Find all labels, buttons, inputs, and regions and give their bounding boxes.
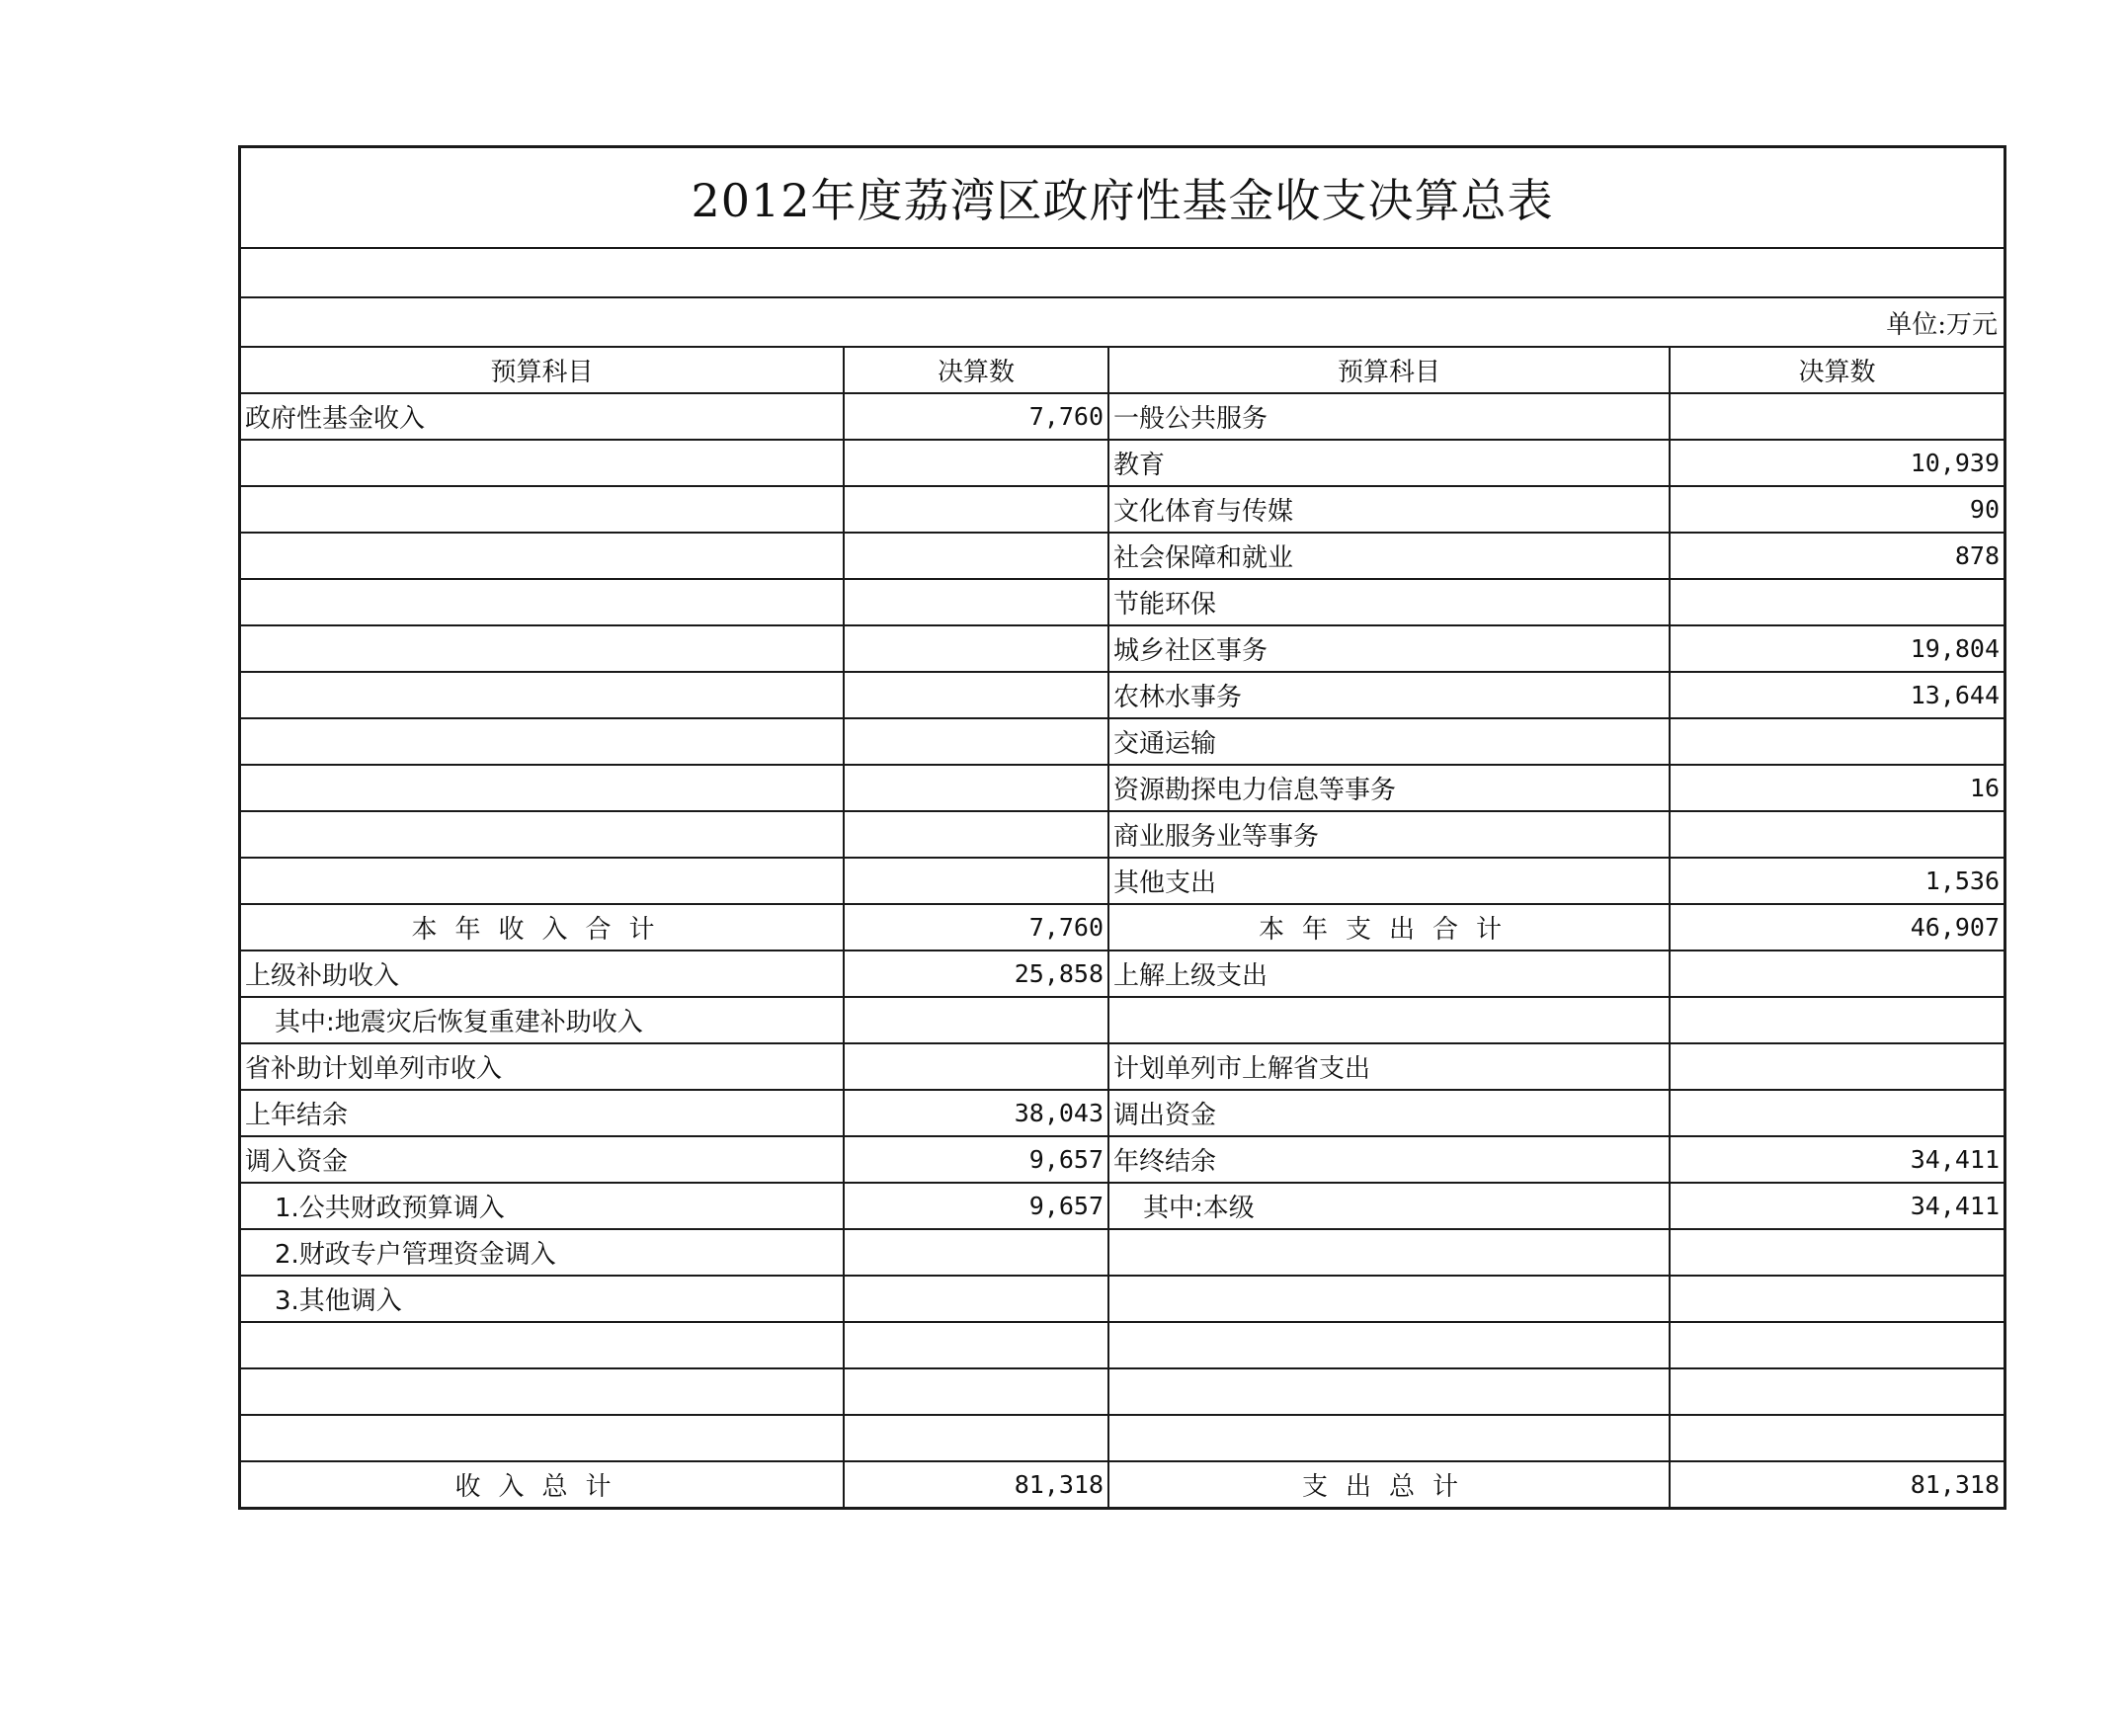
expense-grand-total-label: 支出总计	[1108, 1461, 1670, 1507]
right-value: 34,411	[1670, 1183, 2004, 1229]
left-item: 其中:地震灾后恢复重建补助收入	[241, 997, 844, 1043]
right-value: 19,804	[1670, 625, 2004, 672]
left-item: 1.公共财政预算调入	[241, 1183, 844, 1229]
right-item: 其中:本级	[1108, 1183, 1670, 1229]
right-value	[1670, 1415, 2004, 1461]
left-item	[241, 811, 844, 858]
left-value	[844, 858, 1108, 904]
right-value: 13,644	[1670, 672, 2004, 718]
table-row	[241, 1229, 2004, 1276]
table-row	[241, 486, 2004, 533]
header-row	[241, 348, 2004, 393]
table-row	[241, 1183, 2004, 1229]
right-item: 城乡社区事务	[1108, 625, 1670, 672]
left-value: 38,043	[844, 1090, 1108, 1136]
right-item: 一般公共服务	[1108, 393, 1670, 440]
table-row	[241, 951, 2004, 997]
right-value	[1670, 1090, 2004, 1136]
blank-row	[241, 249, 2004, 298]
left-value	[844, 625, 1108, 672]
right-value	[1670, 1322, 2004, 1368]
left-value	[844, 1229, 1108, 1276]
right-value	[1670, 1229, 2004, 1276]
left-item: 省补助计划单列市收入	[241, 1043, 844, 1090]
right-value: 878	[1670, 533, 2004, 579]
table-row	[241, 765, 2004, 811]
table-row	[241, 672, 2004, 718]
header-left-value: 决算数	[844, 348, 1108, 393]
table-row	[241, 1276, 2004, 1322]
table-row	[241, 533, 2004, 579]
page-title: 2012年度荔湾区政府性基金收支决算总表	[691, 174, 1554, 227]
table-row	[241, 718, 2004, 765]
left-value	[844, 579, 1108, 625]
left-value: 9,657	[844, 1136, 1108, 1183]
right-value	[1670, 579, 2004, 625]
header-right-value: 决算数	[1670, 348, 2004, 393]
right-value	[1670, 997, 2004, 1043]
table-row	[241, 1136, 2004, 1183]
annual-total-row	[241, 904, 2004, 951]
right-item: 农林水事务	[1108, 672, 1670, 718]
left-value: 25,858	[844, 951, 1108, 997]
annual-expense-total-value: 46,907	[1670, 904, 2004, 951]
right-item: 资源勘探电力信息等事务	[1108, 765, 1670, 811]
right-item: 上解上级支出	[1108, 951, 1670, 997]
annual-expense-total-label: 本年支出合计	[1108, 904, 1670, 951]
right-value	[1670, 1043, 2004, 1090]
right-value	[1670, 718, 2004, 765]
right-item: 交通运输	[1108, 718, 1670, 765]
left-value: 9,657	[844, 1183, 1108, 1229]
left-item: 3.其他调入	[241, 1276, 844, 1322]
table-row	[241, 811, 2004, 858]
right-value	[1670, 1276, 2004, 1322]
header-left-item: 预算科目	[241, 348, 844, 393]
right-item: 文化体育与传媒	[1108, 486, 1670, 533]
left-item	[241, 440, 844, 486]
right-item	[1108, 1368, 1670, 1415]
left-item: 上级补助收入	[241, 951, 844, 997]
left-item	[241, 672, 844, 718]
left-item: 政府性基金收入	[241, 393, 844, 440]
right-item	[1108, 997, 1670, 1043]
right-item: 其他支出	[1108, 858, 1670, 904]
right-value: 1,536	[1670, 858, 2004, 904]
left-value	[844, 1322, 1108, 1368]
left-value	[844, 765, 1108, 811]
income-grand-total-label: 收入总计	[241, 1461, 844, 1507]
table-row	[241, 1043, 2004, 1090]
right-item	[1108, 1276, 1670, 1322]
right-item: 计划单列市上解省支出	[1108, 1043, 1670, 1090]
right-item: 调出资金	[1108, 1090, 1670, 1136]
table-row	[241, 1090, 2004, 1136]
left-item	[241, 625, 844, 672]
left-value	[844, 811, 1108, 858]
left-value	[844, 997, 1108, 1043]
left-value	[844, 672, 1108, 718]
right-value: 16	[1670, 765, 2004, 811]
right-item: 年终结余	[1108, 1136, 1670, 1183]
grand-total-row	[241, 1461, 2004, 1507]
left-item	[241, 765, 844, 811]
right-value: 90	[1670, 486, 2004, 533]
title-row	[241, 148, 2004, 249]
table-row	[241, 579, 2004, 625]
left-item: 上年结余	[241, 1090, 844, 1136]
left-item: 2.财政专户管理资金调入	[241, 1229, 844, 1276]
left-item	[241, 533, 844, 579]
left-value	[844, 1368, 1108, 1415]
left-item	[241, 1415, 844, 1461]
left-value: 7,760	[844, 393, 1108, 440]
left-item	[241, 579, 844, 625]
left-value	[844, 486, 1108, 533]
table-row	[241, 393, 2004, 440]
right-value	[1670, 811, 2004, 858]
right-value	[1670, 951, 2004, 997]
table-row	[241, 858, 2004, 904]
right-item: 节能环保	[1108, 579, 1670, 625]
budget-table	[241, 348, 2004, 1507]
left-value	[844, 1415, 1108, 1461]
left-value	[844, 1043, 1108, 1090]
right-item: 教育	[1108, 440, 1670, 486]
right-item	[1108, 1322, 1670, 1368]
right-value: 34,411	[1670, 1136, 2004, 1183]
annual-income-total-value: 7,760	[844, 904, 1108, 951]
unit-label: 单位:万元	[1886, 309, 1998, 340]
left-item	[241, 1368, 844, 1415]
income-grand-total-value: 81,318	[844, 1461, 1108, 1507]
right-item: 社会保障和就业	[1108, 533, 1670, 579]
budget-summary-sheet	[238, 145, 2006, 1510]
annual-income-total-label: 本年收入合计	[241, 904, 844, 951]
right-item: 商业服务业等事务	[1108, 811, 1670, 858]
left-value	[844, 1276, 1108, 1322]
left-item	[241, 858, 844, 904]
left-item: 调入资金	[241, 1136, 844, 1183]
expense-grand-total-value: 81,318	[1670, 1461, 2004, 1507]
right-item	[1108, 1415, 1670, 1461]
right-value	[1670, 1368, 2004, 1415]
left-value	[844, 533, 1108, 579]
left-item	[241, 486, 844, 533]
left-value	[844, 440, 1108, 486]
right-value	[1670, 393, 2004, 440]
left-item	[241, 718, 844, 765]
left-item	[241, 1322, 844, 1368]
header-right-item: 预算科目	[1108, 348, 1670, 393]
table-row	[241, 1322, 2004, 1368]
table-row	[241, 1415, 2004, 1461]
right-value: 10,939	[1670, 440, 2004, 486]
right-item	[1108, 1229, 1670, 1276]
left-value	[844, 718, 1108, 765]
table-row	[241, 625, 2004, 672]
table-row	[241, 440, 2004, 486]
table-row	[241, 1368, 2004, 1415]
table-row	[241, 997, 2004, 1043]
unit-row	[241, 298, 2004, 348]
